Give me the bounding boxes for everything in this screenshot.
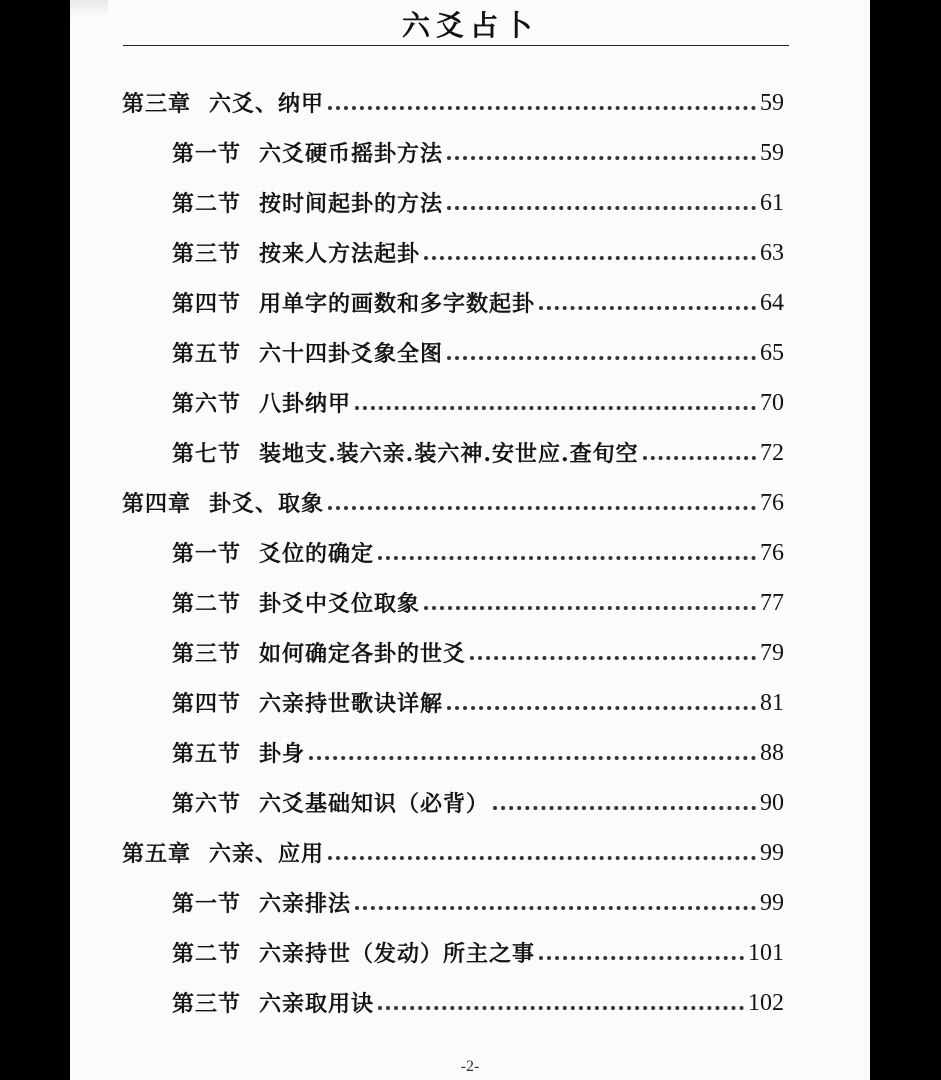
toc-entry-label: 第一节 — [172, 141, 242, 167]
toc-entry-page: 61 — [760, 190, 784, 216]
toc-dot-leader — [328, 856, 756, 860]
toc-entry-label: 第三章 — [122, 91, 192, 117]
toc-entry-label: 第六节 — [172, 391, 242, 417]
toc-entry-title: 如何确定各卦的世爻 — [259, 641, 467, 667]
toc-dot-leader — [378, 1006, 744, 1010]
toc-entry-page: 59 — [760, 140, 784, 166]
toc-entry-section[interactable] — [122, 715, 784, 765]
toc-entry-label: 第五章 — [122, 841, 192, 867]
toc-entry-label: 第三节 — [172, 991, 242, 1017]
toc-entry-section[interactable] — [122, 215, 784, 265]
header-divider — [123, 45, 789, 46]
toc-entry-page: 70 — [760, 390, 784, 416]
toc-entry-title: 六爻基础知识（必背） — [259, 791, 490, 817]
toc-entry-page: 81 — [760, 690, 784, 716]
table-of-contents — [122, 65, 784, 1015]
toc-entry-section[interactable] — [122, 615, 784, 665]
toc-entry-title: 卦爻、取象 — [209, 491, 325, 517]
toc-entry-title: 六爻硬币摇卦方法 — [259, 141, 444, 167]
toc-entry-label: 第六节 — [172, 791, 242, 817]
toc-dot-leader — [447, 356, 756, 360]
toc-entry-title: 六亲排法 — [259, 891, 352, 917]
toc-dot-leader — [424, 606, 756, 610]
toc-entry-label: 第二节 — [172, 941, 242, 967]
toc-entry-section[interactable] — [122, 565, 784, 615]
toc-entry-label: 第四章 — [122, 491, 192, 517]
toc-entry-label: 第四节 — [172, 291, 242, 317]
page-number: -2- — [460, 1058, 480, 1075]
toc-entry-section[interactable] — [122, 315, 784, 365]
toc-entry-title: 卦爻中爻位取象 — [259, 591, 421, 617]
document-page — [70, 0, 870, 1080]
toc-dot-leader — [470, 656, 756, 660]
toc-dot-leader — [447, 206, 756, 210]
toc-entry-title: 六十四卦爻象全图 — [259, 341, 444, 367]
toc-entry-chapter-3[interactable] — [122, 65, 784, 115]
toc-entry-label: 第四节 — [172, 691, 242, 717]
toc-dot-leader — [643, 456, 756, 460]
toc-entry-section[interactable] — [122, 265, 784, 315]
toc-dot-leader — [328, 106, 756, 110]
toc-entry-section[interactable] — [122, 415, 784, 465]
toc-dot-leader — [355, 906, 756, 910]
toc-entry-label: 第一节 — [172, 891, 242, 917]
toc-entry-label: 第一节 — [172, 541, 242, 567]
toc-entry-page: 88 — [760, 740, 784, 766]
toc-entry-label: 第三节 — [172, 641, 242, 667]
page-header-title: 六爻占卜 — [401, 9, 538, 42]
toc-dot-leader — [493, 806, 756, 810]
toc-entry-label: 第七节 — [172, 441, 242, 467]
toc-entry-page: 99 — [760, 840, 784, 866]
toc-entry-section[interactable] — [122, 365, 784, 415]
toc-entry-label: 第五节 — [172, 741, 242, 767]
toc-dot-leader — [539, 956, 744, 960]
toc-entry-section[interactable] — [122, 865, 784, 915]
toc-entry-page: 72 — [760, 440, 784, 466]
toc-entry-section[interactable] — [122, 765, 784, 815]
toc-entry-title: 八卦纳甲 — [259, 391, 352, 417]
toc-dot-leader — [424, 256, 756, 260]
toc-entry-section[interactable] — [122, 165, 784, 215]
toc-entry-label: 第三节 — [172, 241, 242, 267]
toc-entry-page: 63 — [760, 240, 784, 266]
toc-entry-chapter-4[interactable] — [122, 465, 784, 515]
toc-entry-section[interactable] — [122, 115, 784, 165]
toc-entry-title: 爻位的确定 — [259, 541, 375, 567]
toc-entry-page: 76 — [760, 540, 784, 566]
toc-entry-title: 六亲持世歌诀详解 — [259, 691, 444, 717]
toc-entry-title: 用单字的画数和多字数起卦 — [259, 291, 536, 317]
toc-entry-label: 第五节 — [172, 341, 242, 367]
toc-entry-title: 装地支.装六亲.装六神.安世应.查旬空 — [259, 441, 639, 467]
toc-dot-leader — [309, 756, 756, 760]
toc-entry-section[interactable] — [122, 665, 784, 715]
toc-entry-title: 按来人方法起卦 — [259, 241, 421, 267]
toc-entry-chapter-5[interactable] — [122, 815, 784, 865]
toc-entry-page: 64 — [760, 290, 784, 316]
toc-dot-leader — [539, 306, 756, 310]
toc-entry-page: 102 — [748, 990, 784, 1016]
toc-entry-page: 59 — [760, 90, 784, 116]
toc-entry-page: 77 — [760, 590, 784, 616]
toc-entry-title: 卦身 — [259, 741, 306, 767]
toc-entry-section[interactable] — [122, 515, 784, 565]
toc-entry-title: 六亲持世（发动）所主之事 — [259, 941, 536, 967]
toc-entry-page: 79 — [760, 640, 784, 666]
toc-entry-section[interactable] — [122, 965, 784, 1015]
toc-dot-leader — [378, 556, 756, 560]
toc-entry-section[interactable] — [122, 915, 784, 965]
toc-entry-title: 六亲取用诀 — [259, 991, 375, 1017]
toc-entry-page: 76 — [760, 490, 784, 516]
toc-entry-label: 第二节 — [172, 591, 242, 617]
toc-entry-page: 90 — [760, 790, 784, 816]
toc-entry-label: 第二节 — [172, 191, 242, 217]
toc-dot-leader — [355, 406, 756, 410]
toc-dot-leader — [328, 506, 756, 510]
toc-entry-title: 按时间起卦的方法 — [259, 191, 444, 217]
toc-dot-leader — [447, 156, 756, 160]
toc-entry-page: 65 — [760, 340, 784, 366]
toc-entry-page: 101 — [748, 940, 784, 966]
toc-entry-page: 99 — [760, 890, 784, 916]
toc-entry-title: 六爻、纳甲 — [209, 91, 325, 117]
toc-entry-title: 六亲、应用 — [209, 841, 325, 867]
toc-dot-leader — [447, 706, 756, 710]
